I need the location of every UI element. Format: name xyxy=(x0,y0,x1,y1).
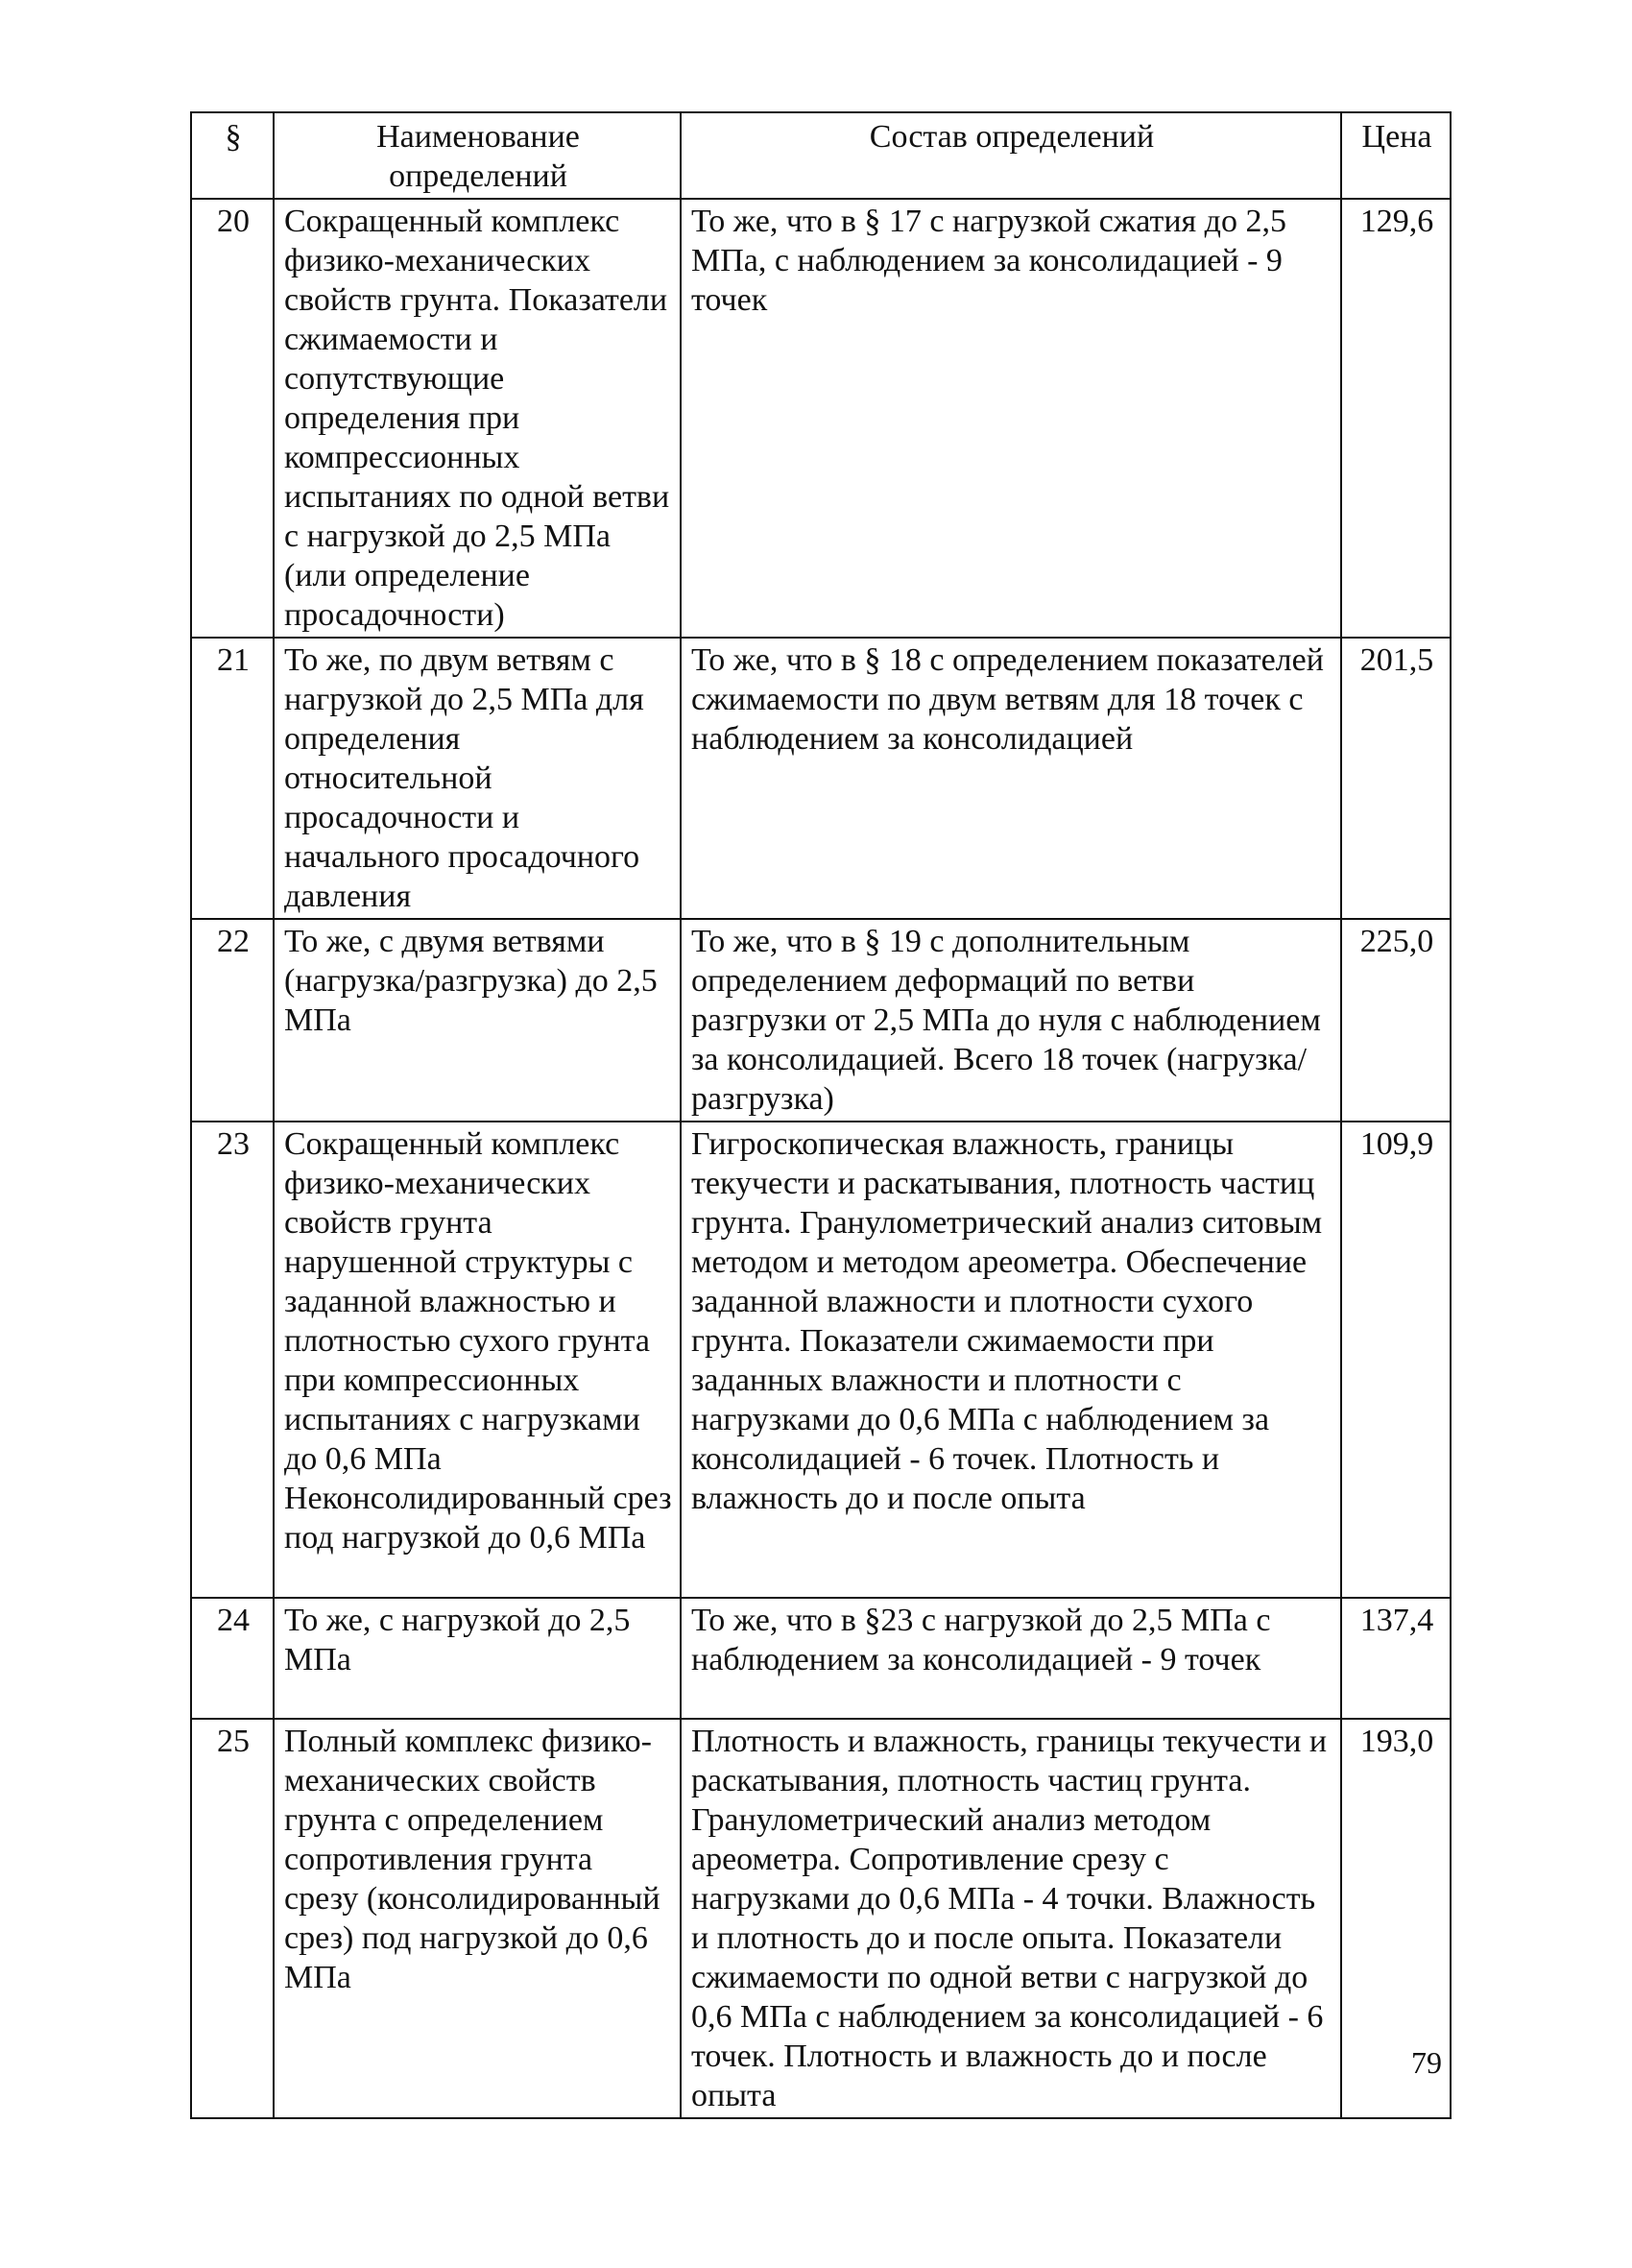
header-composition: Состав определений xyxy=(681,112,1341,199)
row-section-number: 22 xyxy=(191,919,274,1122)
table-row xyxy=(191,199,1451,638)
row-name: Сокращенный комплекс физико-механических свойств грунта нарушенной структуры с заданной влажностью и плотностью сухого грунта при компрессионных испытаниях с нагрузками до 0,6 МПа Неконсолидированный срез под нагрузкой до 0,6 МПа xyxy=(274,1122,681,1598)
row-section-number: 21 xyxy=(191,638,274,919)
table-row xyxy=(191,919,1451,1122)
header-section: § xyxy=(191,112,274,199)
row-composition: То же, что в § 18 с определением показателей сжимаемости по двум ветвям для 18 точек с наблюдением за консолидацией xyxy=(681,638,1341,919)
row-price: 129,6 xyxy=(1341,199,1451,638)
table-row xyxy=(191,638,1451,919)
row-name: Сокращенный комплекс физико-механических свойств грунта. Показатели сжимаемости и сопутствующие определения при компрессионных испытаниях по одной ветви с нагрузкой до 2,5 МПа (или определение просадочности) xyxy=(274,199,681,638)
row-name: То же, по двум ветвям с нагрузкой до 2,5 МПа для определения относительной просадочности и начального просадочного давления xyxy=(274,638,681,919)
row-price: 193,0 xyxy=(1341,1719,1451,2118)
page-number: 79 xyxy=(1411,2045,1442,2080)
row-section-number: 20 xyxy=(191,199,274,638)
row-name: То же, с двумя ветвями (нагрузка/разгрузка) до 2,5 МПа xyxy=(274,919,681,1122)
table-row xyxy=(191,1719,1451,2118)
row-price: 201,5 xyxy=(1341,638,1451,919)
header-price: Цена xyxy=(1341,112,1451,199)
table-header-row xyxy=(191,112,1451,199)
row-section-number: 25 xyxy=(191,1719,274,2118)
header-name: Наименование определений xyxy=(274,112,681,199)
row-price: 137,4 xyxy=(1341,1598,1451,1719)
price-table xyxy=(190,111,1452,2119)
row-composition: То же, что в § 17 с нагрузкой сжатия до 2,5 МПа, с наблюдением за консолидацией - 9 точек xyxy=(681,199,1341,638)
row-section-number: 23 xyxy=(191,1122,274,1598)
row-composition: То же, что в § 19 с дополнительным определением деформаций по ветви разгрузки от 2,5 МПа до нуля с наблюдением за консолидацией. Всего 18 точек (нагрузка/разгрузка) xyxy=(681,919,1341,1122)
row-composition: Плотность и влажность, границы текучести и раскатывания, плотность частиц грунта. Гранулометрический анализ методом ареометра. Сопротивление срезу с нагрузками до 0,6 МПа - 4 точки. Влажность и плотность до и после опыта. Показатели сжимаемости по одной ветви с нагрузкой до 0,6 МПа с наблюдением за консолидацией - 6 точек. Плотность и влажность до и после опыта xyxy=(681,1719,1341,2118)
row-price: 109,9 xyxy=(1341,1122,1451,1598)
row-composition: То же, что в §23 с нагрузкой до 2,5 МПа с наблюдением за консолидацией - 9 точек xyxy=(681,1598,1341,1719)
row-composition: Гигроскопическая влажность, границы текучести и раскатывания, плотность частиц грунта. Гранулометрический анализ ситовым методом и методом ареометра. Обеспечение заданной влажности и плотности сухого грунта. Показатели сжимаемости при заданных влажности и плотности с нагрузками до 0,6 МПа с наблюдением за консолидацией - 6 точек. Плотность и влажность до и после опыта xyxy=(681,1122,1341,1598)
table-row xyxy=(191,1122,1451,1598)
row-section-number: 24 xyxy=(191,1598,274,1719)
row-price: 225,0 xyxy=(1341,919,1451,1122)
row-name: То же, с нагрузкой до 2,5 МПа xyxy=(274,1598,681,1719)
row-name: Полный комплекс физико-механических свойств грунта с определением сопротивления грунта срезу (консолидированный срез) под нагрузкой до 0,6 МПа xyxy=(274,1719,681,2118)
table-row xyxy=(191,1598,1451,1719)
